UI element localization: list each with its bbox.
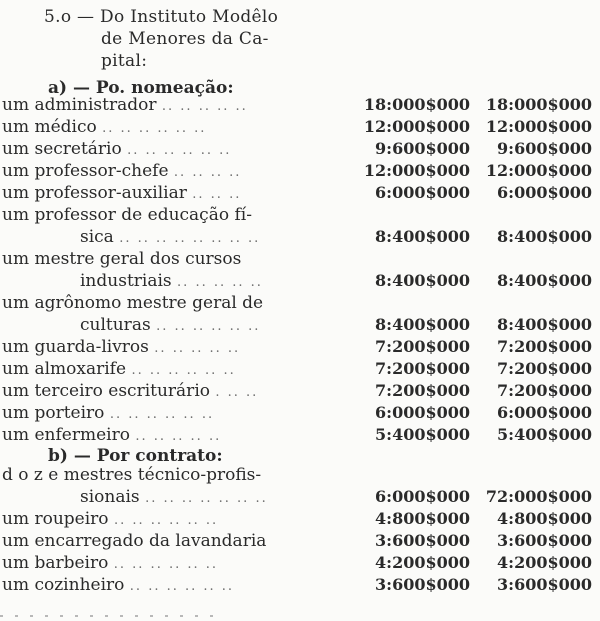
row-label-text: um mestre geral dos cursos	[2, 249, 242, 269]
table-row	[2, 270, 598, 292]
row-leader-dots: .. .. .. .. .. ..	[131, 363, 236, 378]
row-label-text: sionais	[80, 487, 140, 507]
row-value-total: 8:400$000	[497, 227, 592, 246]
row-value-annual: 12:000$000	[363, 161, 470, 180]
row-label	[2, 574, 234, 598]
row-label-text: um médico	[2, 117, 97, 137]
row-label	[2, 138, 231, 162]
row-label-text: um cozinheiro	[2, 575, 125, 595]
row-value-total: 6:000$000	[497, 183, 592, 202]
row-value-annual: 9:600$000	[375, 139, 470, 158]
row-leader-dots: .. .. .. .. .. ..	[127, 143, 232, 158]
row-leader-dots: .. .. ..	[192, 187, 242, 202]
heading-line-1: 5.o — Do Instituto Modêlo	[44, 7, 279, 27]
row-label	[2, 182, 241, 206]
table-row	[2, 552, 598, 574]
row-leader-dots: .. .. .. .. ..	[135, 429, 222, 444]
row-value-annual: 5:400$000	[375, 425, 470, 444]
page-edge-marks	[0, 602, 600, 610]
subsection-b-label: b) — Por contrato:	[48, 446, 223, 466]
row-label-text: culturas	[80, 315, 151, 335]
row-label-text: sica	[80, 227, 114, 247]
table-row	[2, 94, 598, 116]
row-value-annual: 7:200$000	[375, 381, 470, 400]
row-value-annual: 12:000$000	[363, 117, 470, 136]
row-label-text: um professor-chefe	[2, 161, 169, 181]
table-row	[2, 182, 598, 204]
row-label-text: um professor de educação fí-	[2, 205, 252, 225]
row-value-total: 7:200$000	[497, 381, 592, 400]
row-leader-dots: .. .. .. .. ..	[161, 99, 248, 114]
row-value-annual: 4:800$000	[375, 509, 470, 528]
row-leader-dots: .. .. .. .. ..	[154, 341, 241, 356]
heading-line-2: de Menores da Ca-	[101, 29, 269, 49]
row-label-text: um terceiro escriturário	[2, 381, 210, 401]
row-label	[2, 160, 241, 184]
row-label-text: d o z e mestres técnico-profis-	[2, 465, 262, 485]
row-value-total: 18:000$000	[485, 95, 592, 114]
row-label	[2, 336, 240, 360]
table-row	[2, 160, 598, 182]
table-row	[2, 530, 598, 552]
row-leader-dots: .. .. .. ..	[173, 165, 242, 180]
row-label-text: industriais	[80, 271, 172, 291]
row-leader-dots: .. .. .. .. .. ..	[102, 121, 207, 136]
row-value-annual: 8:400$000	[375, 271, 470, 290]
table-row	[2, 138, 598, 160]
row-value-total: 9:600$000	[497, 139, 592, 158]
row-label	[80, 226, 260, 250]
table-row	[2, 464, 598, 486]
row-value-total: 8:400$000	[497, 271, 592, 290]
row-label	[2, 116, 206, 140]
table-row	[2, 424, 598, 446]
row-label-text: um administrador	[2, 95, 157, 115]
table-row	[2, 204, 598, 226]
row-leader-dots: . .. ..	[215, 385, 259, 400]
row-value-annual: 18:000$000	[363, 95, 470, 114]
row-label	[2, 464, 261, 486]
row-value-annual: 8:400$000	[375, 315, 470, 334]
row-value-annual: 6:000$000	[375, 403, 470, 422]
row-leader-dots: .. .. .. .. .. ..	[109, 407, 215, 422]
table-row	[2, 116, 598, 138]
table-row	[2, 226, 598, 248]
row-label	[2, 402, 214, 426]
table-row	[2, 314, 598, 336]
row-value-total: 12:000$000	[485, 161, 592, 180]
row-value-total: 3:600$000	[497, 575, 592, 594]
row-label	[2, 94, 248, 118]
row-label-text: um roupeiro	[2, 509, 109, 529]
row-leader-dots: .. .. .. .. .. .. .. ..	[119, 231, 261, 246]
table-row	[2, 358, 598, 380]
row-label	[2, 530, 266, 552]
section-heading	[44, 6, 278, 72]
row-value-total: 4:200$000	[497, 553, 592, 572]
row-value-annual: 6:000$000	[375, 487, 470, 506]
row-label	[2, 380, 258, 404]
row-label-text: um almoxarife	[2, 359, 127, 379]
row-label	[80, 270, 263, 294]
table-row	[2, 486, 598, 508]
table-row	[2, 402, 598, 424]
row-value-annual: 8:400$000	[375, 227, 470, 246]
row-value-annual: 6:000$000	[375, 183, 470, 202]
row-value-total: 4:800$000	[497, 509, 592, 528]
row-leader-dots: .. .. .. .. .. .. ..	[145, 491, 268, 506]
table-row	[2, 380, 598, 402]
row-label	[2, 292, 263, 314]
row-value-total: 7:200$000	[497, 359, 592, 378]
row-value-total: 8:400$000	[497, 315, 592, 334]
row-value-annual: 4:200$000	[375, 553, 470, 572]
row-label-text: um professor-auxiliar	[2, 183, 187, 203]
row-label-text: um porteiro	[2, 403, 105, 423]
row-label	[2, 552, 218, 576]
row-leader-dots: .. .. .. .. .. ..	[113, 557, 219, 572]
row-label-text: um enfermeiro	[2, 425, 130, 445]
row-leader-dots: .. .. .. .. .. ..	[156, 319, 261, 334]
row-label-text: um secretário	[2, 139, 122, 159]
row-label	[80, 486, 268, 510]
row-label-text: um agrônomo mestre geral de	[2, 293, 264, 313]
row-value-annual: 7:200$000	[375, 359, 470, 378]
row-value-total: 72:000$000	[485, 487, 592, 506]
row-value-annual: 3:600$000	[375, 531, 470, 550]
row-value-annual: 3:600$000	[375, 575, 470, 594]
table-row	[2, 336, 598, 358]
table-row	[2, 574, 598, 596]
row-value-total: 6:000$000	[497, 403, 592, 422]
row-value-total: 7:200$000	[497, 337, 592, 356]
heading-line-3: pital:	[101, 51, 148, 71]
row-label	[2, 508, 218, 532]
row-leader-dots: .. .. .. .. ..	[177, 275, 263, 290]
row-value-total: 3:600$000	[497, 531, 592, 550]
table-row	[2, 292, 598, 314]
table-row	[2, 508, 598, 530]
row-value-total: 12:000$000	[485, 117, 592, 136]
row-value-annual: 7:200$000	[375, 337, 470, 356]
row-label	[2, 204, 252, 226]
row-label-text: um guarda-livros	[2, 337, 149, 357]
subsection-a-label: a) — Po. nomeação:	[48, 78, 234, 98]
row-label	[2, 424, 221, 448]
row-leader-dots: .. .. .. .. .. ..	[129, 579, 235, 594]
row-label	[2, 248, 241, 270]
row-label	[80, 314, 260, 338]
row-label	[2, 358, 236, 382]
table-row	[2, 248, 598, 270]
row-label-text: um encarregado da lavandaria	[2, 531, 267, 551]
row-value-total: 5:400$000	[497, 425, 592, 444]
row-label-text: um barbeiro	[2, 553, 109, 573]
row-leader-dots: .. .. .. .. .. ..	[113, 513, 219, 528]
